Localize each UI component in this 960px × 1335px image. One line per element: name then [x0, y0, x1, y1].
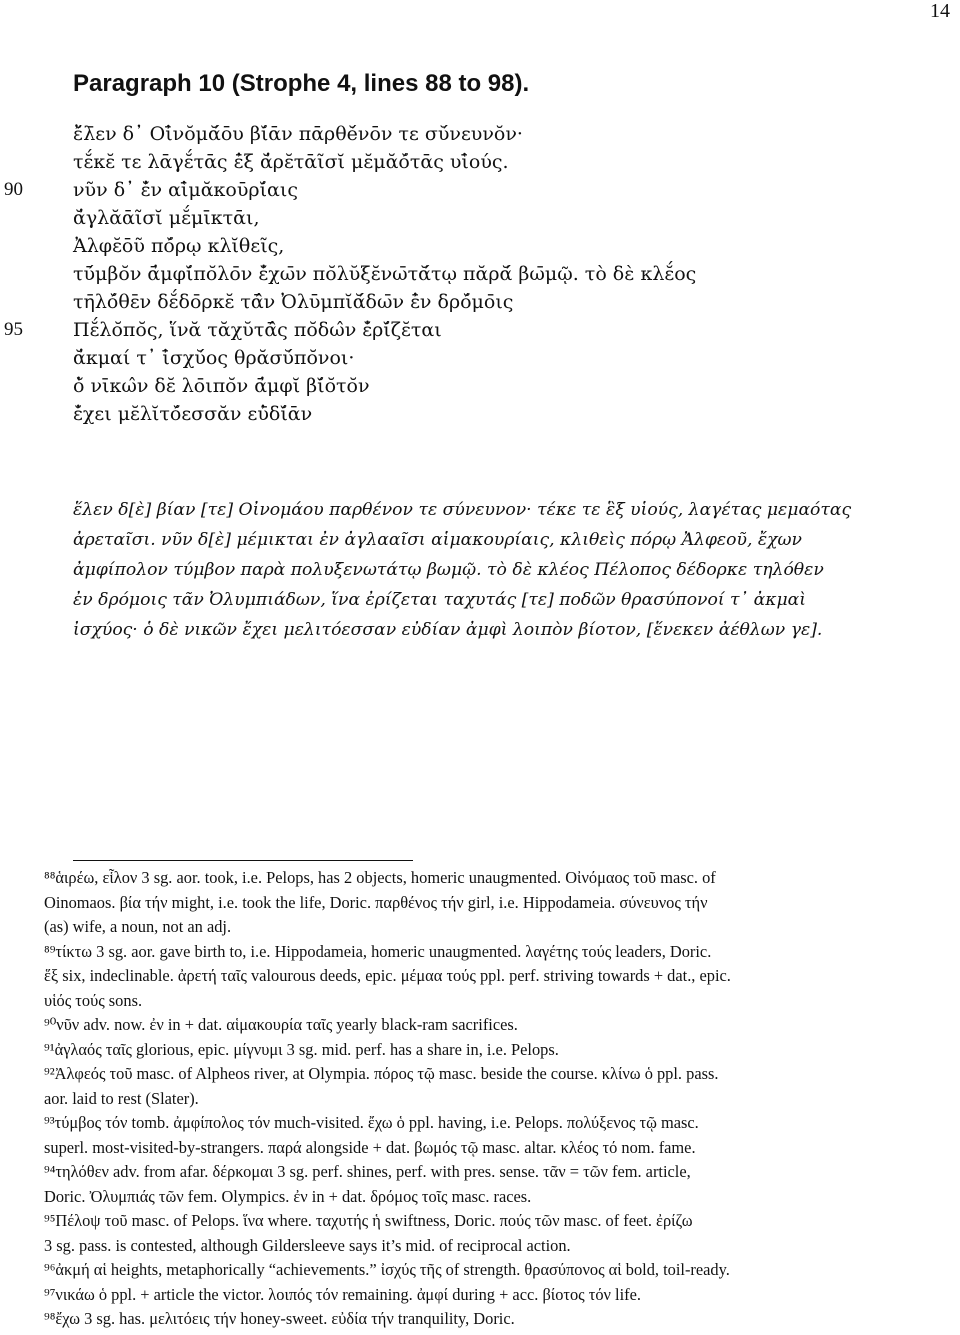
verse-text: Ἀλφε̆ōῦ πό̆ρῳ κλῐθεῖς,	[73, 235, 285, 257]
footnote-line: ⁹⁰νῦν adv. now. ἐν in + dat. αἱμακουρία ταῖς yearly black-ram sacrifices.	[44, 1015, 518, 1034]
footnote-line: υἱός τούς sons.	[44, 990, 143, 1010]
footnote-line: ⁸⁹τίκτω 3 sg. aor. gave birth to, i.e. Hippodameia, homeric unaugmented. λαγέτης τούς leaders, Doric.	[44, 941, 712, 961]
prose-line: ἕλεν δ[ὲ] βίαν [τε] Οἰνομάου παρθένον τε σύνευνον· τέκε τε ἓξ υἱούς, λαγέτας μεμαότας	[73, 500, 852, 520]
greek-verse-block	[0, 120, 960, 428]
page-number: 14	[930, 0, 950, 22]
footnote-line: (as) wife, a noun, not an adj.	[44, 917, 232, 936]
verse-text: ὁ̆ νῑκω̂ν δε̆ λο̄ιπο̆ν ᾱ̓μφῐ βῐ́ο̆το̆ν	[73, 375, 370, 397]
footnote-line: ⁹⁸ἔχω 3 sg. has. μελιτόεις τήν honey-sweet. εὐδία τήν tranquility, Doric.	[44, 1309, 515, 1328]
verse-line	[0, 204, 960, 232]
footnote-line: ⁹³τύμβος τόν tomb. ἀμφίπολος τόν much-visited. ἔχω ὁ ppl. having, i.e. Pelops. πολύξενος τῷ masc.	[44, 1113, 699, 1132]
verse-text: ᾰ̓γλᾰᾱῖσῐ με̆́μῑκτᾱι,	[73, 207, 260, 229]
footnote-line: ⁹⁶ἀκμή αἱ heights, metaphorically “achievements.” ἰσχύς τῆς of strength. θρασύπονος αἱ bold, toil-ready.	[44, 1260, 730, 1279]
verse-line	[0, 148, 960, 176]
footnote-line: superl. most-visited-by-strangers. παρά alongside + dat. βωμός τῷ masc. altar. κλέος τό nom. fame.	[44, 1137, 696, 1157]
prose-line: ἐν δρόμοις τᾶν Ὀλυμπιάδων, ἵνα ἐρίζεται ταχυτάς [τε] ποδῶν θρασύπονοί τ᾽ ἀκμαὶ	[73, 590, 807, 610]
verse-text: τῡ́μβο̆ν ᾱ̓μφῐ́πο̆λο̄ν ε̆̓χω̄ν πο̆λῠξε̆νω̄τᾰ́τῳ πᾰρᾰ́ βω̄μῷ. τὸ δὲ κλε̆́ος	[73, 263, 697, 285]
verse-line	[0, 120, 960, 148]
prose-line: ἀμφίπολον τύμβον παρὰ πολυξενωτάτῳ βωμῷ. τὸ δὲ κλέος Πέλοπος δέδορκε τηλόθεν	[73, 560, 824, 580]
verse-text: ε̆̓χει με̆λῐτό̆εσσᾰν εὐ̄δῐ́ᾱν	[73, 403, 313, 425]
footnote-divider	[73, 860, 413, 861]
verse-text: ᾰ̓κμαί τ᾽ ἰ̄σχῠ́ος θρᾰσῠ́πο̆νοι·	[73, 347, 355, 369]
verse-text: Πε̆́λο̆πο̆ς, ἵνᾰ τᾰχῠτᾱ̂ς πο̆δω̂ν ε̆̓ρῐ́ζε̆ται	[73, 319, 442, 341]
line-number: 95	[4, 319, 23, 340]
footnote-line: aor. laid to rest (Slater).	[44, 1088, 199, 1108]
footnote-line: ⁹⁵Πέλοψ τοῦ masc. of Pelops. ἵνα where. ταχυτής ἡ swiftness, Doric. πούς τῶν masc. of feet. ἐρίζω	[44, 1211, 693, 1230]
verse-line	[0, 260, 960, 288]
footnote-line: ἕξ six, indeclinable. ἀρετή ταῖς valourous deeds, epic. μέμαα τούς ppl. perf. striving towards + dat., epic.	[44, 966, 731, 985]
prose-line: ἰσχύος· ὁ δὲ νικῶν ἔχει μελιτόεσσαν εὐδίαν ἀμφὶ λοιπὸν βίοτον, [ἕνεκεν ἀέθλων γε].	[73, 620, 823, 640]
section-heading: Paragraph 10 (Strophe 4, lines 88 to 98).	[73, 70, 530, 97]
verse-text: ἔ̆λ̄εν δ᾽ Οἰ̄νŏμᾰ́ōυ βῐ́ᾱν πᾱρθĕ́νōν τε σῠ́νευνŏν·	[73, 123, 523, 145]
verse-text: τη̄λό̆θε̄ν δε̆́δο̄ρκε̆ τᾱ̂ν Ὀλῡμπῐᾰ́δω̄ν ε̄̓ν δρό̆μο̄ις	[73, 291, 514, 313]
verse-line	[0, 344, 960, 372]
verse-text: νῦν δ᾽ ε̆̓ν αἱ̄μᾰκοῡρῐ́αις	[73, 179, 298, 201]
verse-line	[0, 316, 960, 344]
prose-paraphrase	[73, 495, 933, 645]
footnote-line: ⁸⁸ἁιρέω, εἷλον 3 sg. aor. took, i.e. Pelops, has 2 objects, homeric unaugmented. Οἰνόμαος τοῦ masc. of	[44, 868, 716, 887]
line-number: 90	[4, 179, 23, 200]
verse-line	[0, 232, 960, 260]
verse-text: τε̆́κε̆ τε λᾱγε̆́τᾱς ε̄̓ξ ᾰ̓ρε̆τᾱῖσῐ με̆μᾰό̆τᾱς υἱ̄ούς.	[73, 151, 509, 173]
prose-line: ἀρεταῖσι. νῦν δ[ὲ] μέμικται ἐν ἀγλααῖσι αἱμακουρίαις, κλιθεὶς πόρῳ Ἀλφεοῦ, ἔχων	[73, 530, 802, 550]
footnote-line: Oinomaos. βία τήν might, i.e. took the life, Doric. παρθένος τήν girl, i.e. Hippodameia. σύνευνος τήν	[44, 892, 708, 912]
footnote-line: ⁹²Ἀλφεός τοῦ masc. of Alpheos river, at Olympia. πόρος τῷ masc. beside the course. κλίνω ὁ ppl. pass.	[44, 1064, 719, 1083]
footnote-line: ⁹⁷νικάω ὁ ppl. + article the victor. λοιπός τόν remaining. ἀμφί during + acc. βίοτος τόν life.	[44, 1284, 641, 1304]
footnote-line: 3 sg. pass. is contested, although Gildersleeve says it’s mid. of reciprocal action.	[44, 1235, 571, 1255]
verse-line	[0, 176, 960, 204]
footnote-line: ⁹¹ἀγλαός ταῖς glorious, epic. μίγνυμι 3 sg. mid. perf. has a share in, i.e. Pelops.	[44, 1039, 559, 1059]
footnote-line: ⁹⁴τηλόθεν adv. from afar. δέρκομαι 3 sg. perf. shines, perf. with pres. sense. τᾶν = τῶν fem. article,	[44, 1162, 691, 1181]
verse-line	[0, 288, 960, 316]
footnote-line: Doric. Ὀλυμπιάς τῶν fem. Olympics. ἐν in + dat. δρόμος τοῖς masc. races.	[44, 1186, 532, 1206]
footnotes-block	[44, 866, 924, 1332]
verse-line	[0, 372, 960, 400]
verse-line	[0, 400, 960, 428]
